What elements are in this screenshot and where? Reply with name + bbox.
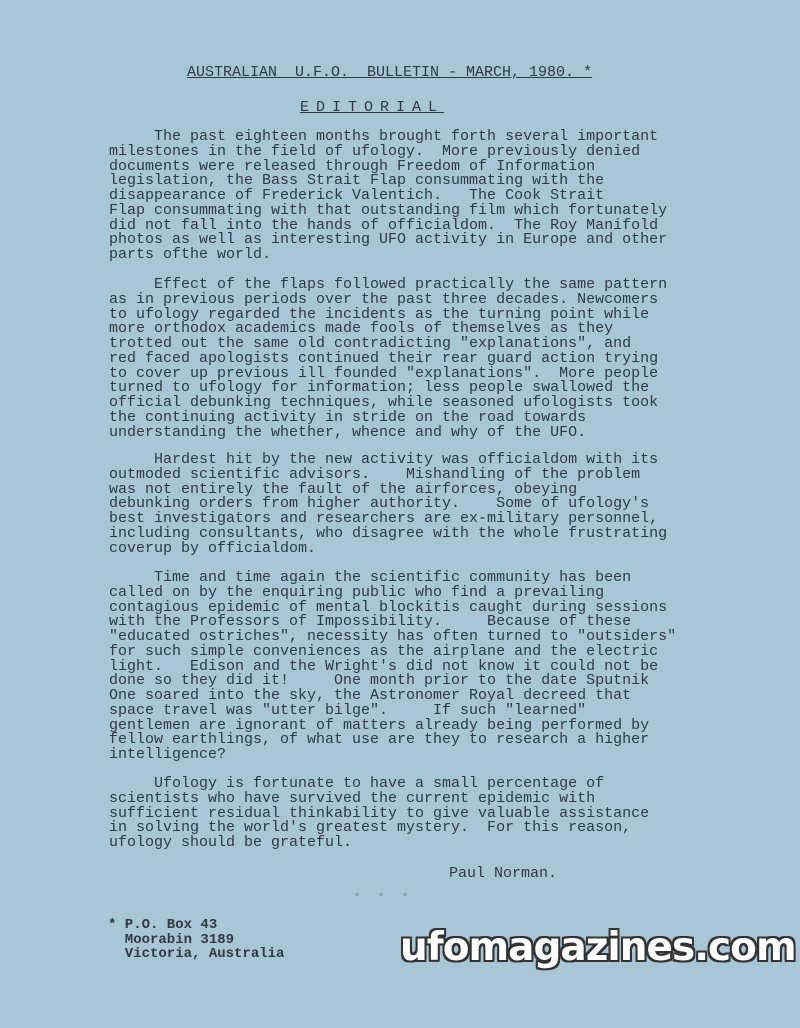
text-line: contagious epidemic of mental blockitis caught during sessions	[109, 598, 668, 616]
bulletin-title: AUSTRALIAN U.F.O. BULLETIN - MARCH, 1980. *	[187, 64, 593, 81]
paragraph-5	[109, 777, 649, 851]
text-line: The past eighteen months brought forth several important	[109, 128, 659, 145]
footnote-asterisk: *	[583, 64, 593, 81]
text-line: Flap consummating with that outstanding film which fortunately	[109, 201, 668, 219]
text-line: "educated ostriches", necessity has often turned to "outsiders"	[109, 628, 677, 645]
author-signature: Paul Norman.	[449, 865, 558, 882]
watermark: ufomagazines.com	[400, 925, 796, 970]
text-line: understanding the whether, whence and why of the UFO.	[109, 423, 587, 441]
text-line: best investigators and researchers are ex-military personnel,	[109, 510, 659, 527]
paragraph-1	[109, 130, 667, 263]
text-line: trotted out the same old contradicting "explanations", and	[109, 335, 632, 352]
text-line: was not entirely the fault of the airforces, obeying	[109, 480, 578, 498]
section-heading: EDITORIAL	[300, 99, 445, 116]
text-line: photos as well as interesting UFO activity in Europe and other	[109, 231, 668, 249]
text-line: red faced apologists continued their rear guard action trying	[109, 349, 659, 367]
text-line: the continuing activity in stride on the road towards	[109, 408, 587, 426]
text-line: sufficient residual thinkability to give valuable assistance	[109, 804, 650, 822]
text-line: Ufology is fortunate to have a small percentage of	[109, 775, 605, 792]
text-line: coverup by officialdom.	[109, 539, 317, 557]
text-line: more orthodox academics made fools of themselves as they	[109, 320, 614, 338]
text-line: to ufology regarded the incidents as the turning point while	[109, 305, 650, 323]
text-line: Effect of the flaps followed practically the same pattern	[109, 276, 668, 293]
text-line: did not fall into the hands of officialdom. The Roy Manifold	[109, 216, 659, 234]
paragraph-4	[109, 571, 676, 763]
text-line: to cover up previous ill founded "explanations". More people	[109, 364, 659, 382]
text-line: including consultants, who disagree with the whole frustrating	[109, 524, 668, 542]
text-line: for such simple conveniences as the airplane and the electric	[109, 642, 659, 660]
address-line: * P.O. Box 43	[108, 917, 218, 933]
text-line: space travel was "utter bilge". If such "learned"	[109, 701, 587, 719]
text-line: parts ofthe world.	[109, 246, 272, 263]
text-line: intelligence?	[109, 746, 227, 763]
text-line: ufology should be grateful.	[109, 834, 353, 851]
text-line: disappearance of Frederick Valentich. The Cook Strait	[109, 187, 605, 204]
text-line: gentlemen are ignorant of matters already being performed by	[109, 716, 650, 734]
text-line: documents were released through Freedom of Information	[109, 157, 596, 175]
text-line: One soared into the sky, the Astronomer Royal decreed that	[109, 687, 632, 704]
address-line: Moorabin 3189	[108, 931, 235, 948]
text-line: official debunking techniques, while seasoned ufologists took	[109, 394, 659, 411]
text-line: fellow earthlings, of what use are they to research a higher	[109, 731, 650, 749]
text-line: Hardest hit by the new activity was officialdom with its	[109, 451, 659, 468]
text-line: done so they did it! One month prior to the date Sputnik	[109, 672, 650, 690]
text-line: milestones in the field of ufology. More previously denied	[109, 142, 641, 160]
text-line: legislation, the Bass Strait Flap consummating with the	[109, 172, 605, 190]
text-line: outmoded scientific advisors. Mishandling of the problem	[109, 465, 641, 483]
address-line: Victoria, Australia	[108, 946, 285, 962]
text-line: Time and time again the scientific community has been	[109, 569, 632, 586]
separator: * * *	[354, 893, 415, 904]
paragraph-3	[109, 453, 667, 556]
text-line: debunking orders from higher authority. Some of ufology's	[109, 495, 650, 513]
text-line: called on by the enquiring public who find a prevailing	[109, 583, 605, 601]
text-line: turned to ufology for information; less people swallowed the	[109, 379, 650, 397]
text-line: with the Professors of Impossibility. Because of these	[109, 613, 632, 631]
text-line: scientists who have survived the current epidemic with	[109, 789, 596, 807]
paragraph-2	[109, 278, 667, 440]
text-line: as in previous periods over the past three decades. Newcomers	[109, 290, 659, 308]
text-line: in solving the world's greatest mystery. For this reason,	[109, 819, 632, 837]
text-line: light. Edison and the Wright's did not know it could not be	[109, 657, 659, 675]
address-block	[108, 918, 284, 962]
